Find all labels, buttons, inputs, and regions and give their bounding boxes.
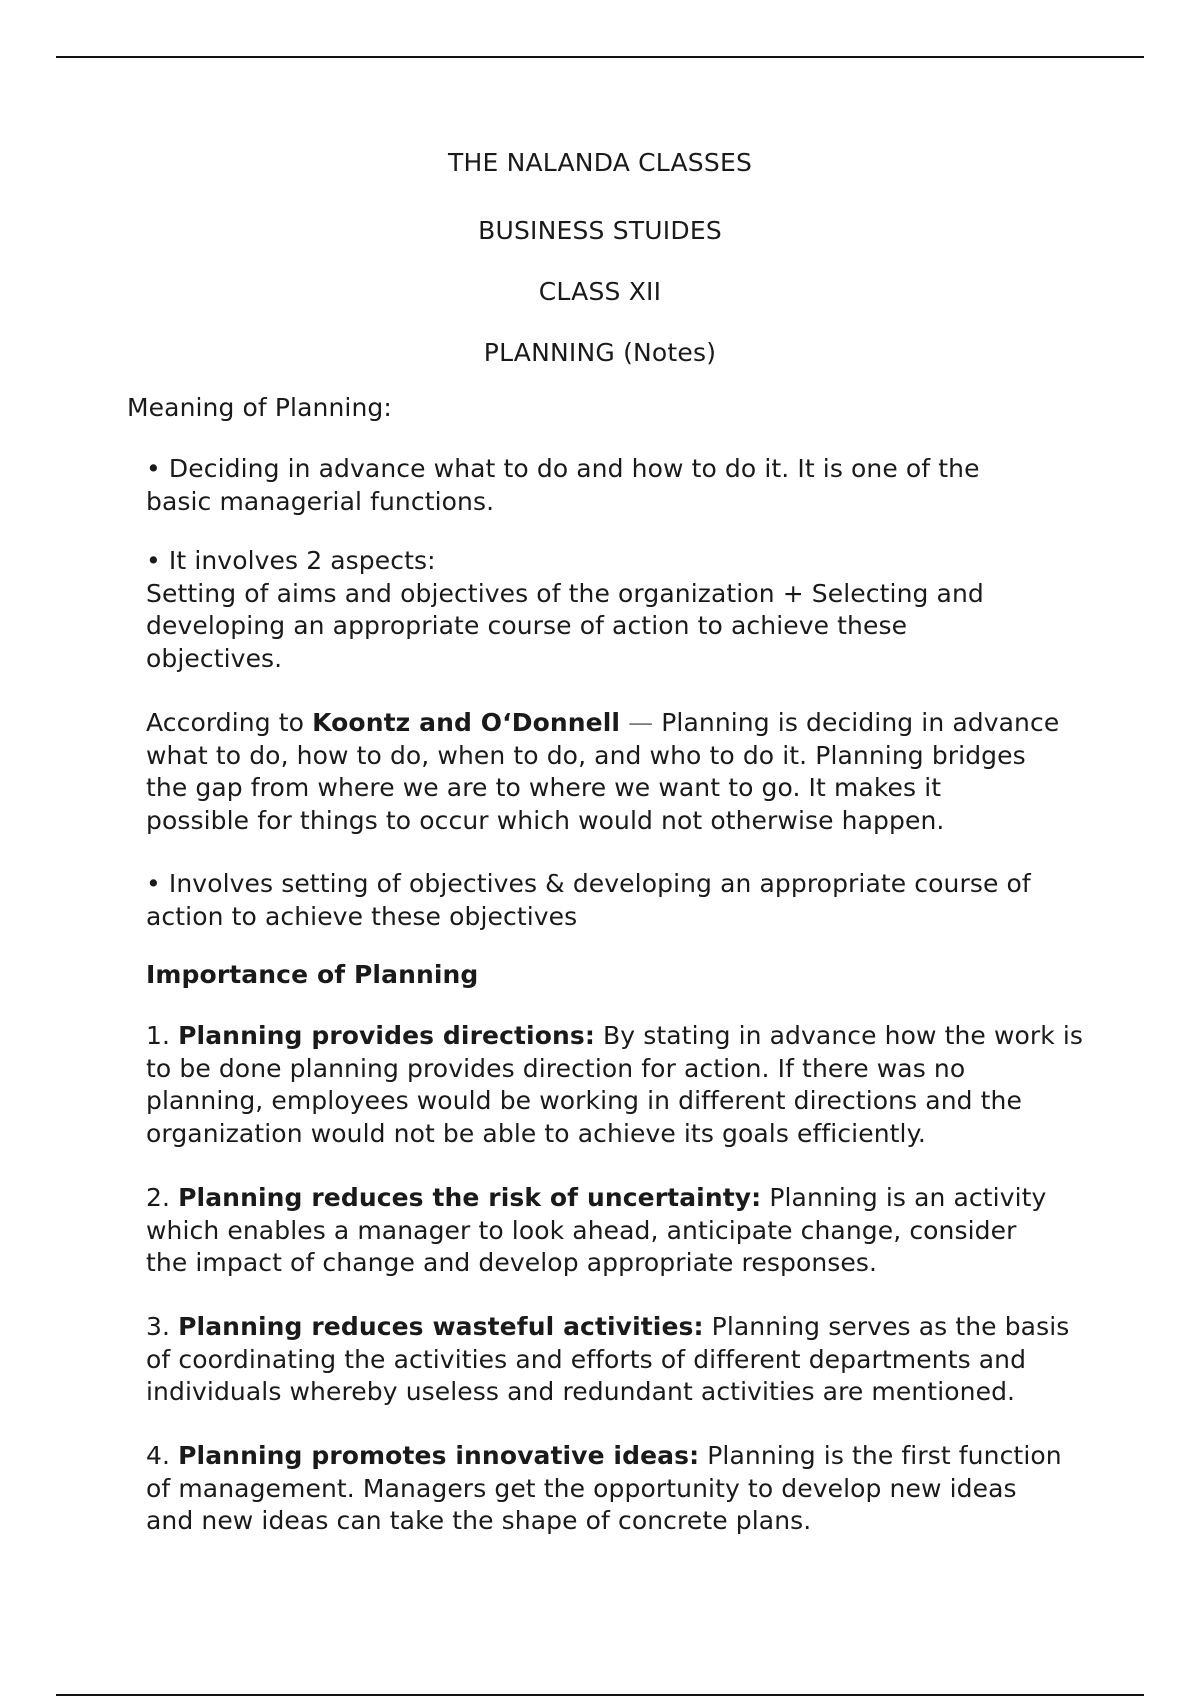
paragraph-line (146, 1311, 1069, 1344)
point-title: Planning reduces the risk of uncertainty: (178, 1183, 762, 1212)
point-number: 3. (146, 1312, 179, 1341)
paragraph-line: action to achieve these objectives (146, 901, 578, 931)
paragraph-line: developing an appropriate course of action to achieve these (146, 611, 908, 640)
topic-title: PLANNING (Notes) (483, 338, 717, 367)
paragraph-line: organization would not be able to achieve its goals efficiently. (146, 1118, 926, 1148)
definition-prefix: According to (146, 708, 313, 737)
definition-text: Planning is deciding in advance (661, 708, 1060, 737)
paragraph-line (146, 1182, 1046, 1215)
paragraph-line: of coordinating the activities and efforts of different departments and (146, 1344, 1027, 1374)
paragraph-line: of management. Managers get the opportunity to develop new ideas (146, 1473, 1017, 1503)
bottom-rule (56, 1694, 1144, 1696)
paragraph-line (146, 707, 1059, 740)
point-title: Planning reduces wasteful activities: (178, 1312, 704, 1341)
paragraph-line: • It involves 2 aspects: (146, 546, 436, 575)
paragraph-line (146, 1020, 1083, 1053)
point-text: Planning serves as the basis (703, 1312, 1070, 1341)
paragraph-line: planning, employees would be working in different directions and the (146, 1086, 1022, 1115)
meaning-heading: Meaning of Planning: (127, 393, 392, 422)
paragraph-line: basic managerial functions. (146, 486, 495, 516)
class-label: CLASS XII (538, 277, 662, 306)
school-name: THE NALANDA CLASSES (447, 148, 753, 177)
paragraph-line: to be done planning provides direction for action. If there was no (146, 1053, 966, 1083)
paragraph-line: the gap from where we are to where we want to go. It makes it (146, 773, 942, 802)
paragraph-line: individuals whereby useless and redundant activities are mentioned. (146, 1377, 1016, 1406)
paragraph-line: objectives. (146, 643, 283, 673)
definition-author: Koontz and O‘Donnell (312, 708, 621, 737)
importance-heading: Importance of Planning (146, 960, 479, 989)
paragraph-line: which enables a manager to look ahead, anticipate change, consider (146, 1215, 1017, 1245)
meaning-bullet-1 (146, 453, 980, 518)
paragraph-line: and new ideas can take the shape of concrete plans. (146, 1506, 812, 1535)
paragraph-line: Setting of aims and objectives of the organization + Selecting and (146, 578, 984, 608)
point-number: 1. (146, 1021, 179, 1050)
point-title: Planning provides directions: (178, 1021, 595, 1050)
point-text: By stating in advance how the work is (594, 1021, 1084, 1050)
importance-point-4 (146, 1440, 1062, 1538)
paragraph-line: the impact of change and develop appropriate responses. (146, 1248, 878, 1277)
paragraph-line: what to do, how to do, when to do, and who to do it. Planning bridges (146, 740, 1026, 770)
paragraph-line: • Involves setting of objectives & developing an appropriate course of (146, 869, 1031, 898)
definition-paragraph (146, 707, 1059, 837)
definition-dash: — (620, 708, 662, 737)
point-title: Planning promotes innovative ideas: (178, 1441, 700, 1470)
point-text: Planning is the first function (699, 1441, 1062, 1470)
subject-title: BUSINESS STUIDES (478, 216, 722, 245)
importance-point-3 (146, 1311, 1069, 1409)
importance-point-1 (146, 1020, 1083, 1150)
paragraph-line (146, 1440, 1062, 1473)
meaning-bullet-3 (146, 868, 1031, 933)
point-text: Planning is an activity (761, 1183, 1047, 1212)
importance-point-2 (146, 1182, 1046, 1280)
paragraph-line: possible for things to occur which would not otherwise happen. (146, 805, 945, 835)
meaning-bullet-2 (146, 545, 984, 675)
paragraph-line: • Deciding in advance what to do and how to do it. It is one of the (146, 454, 980, 483)
point-number: 2. (146, 1183, 179, 1212)
top-rule (56, 56, 1144, 58)
point-number: 4. (146, 1441, 179, 1470)
